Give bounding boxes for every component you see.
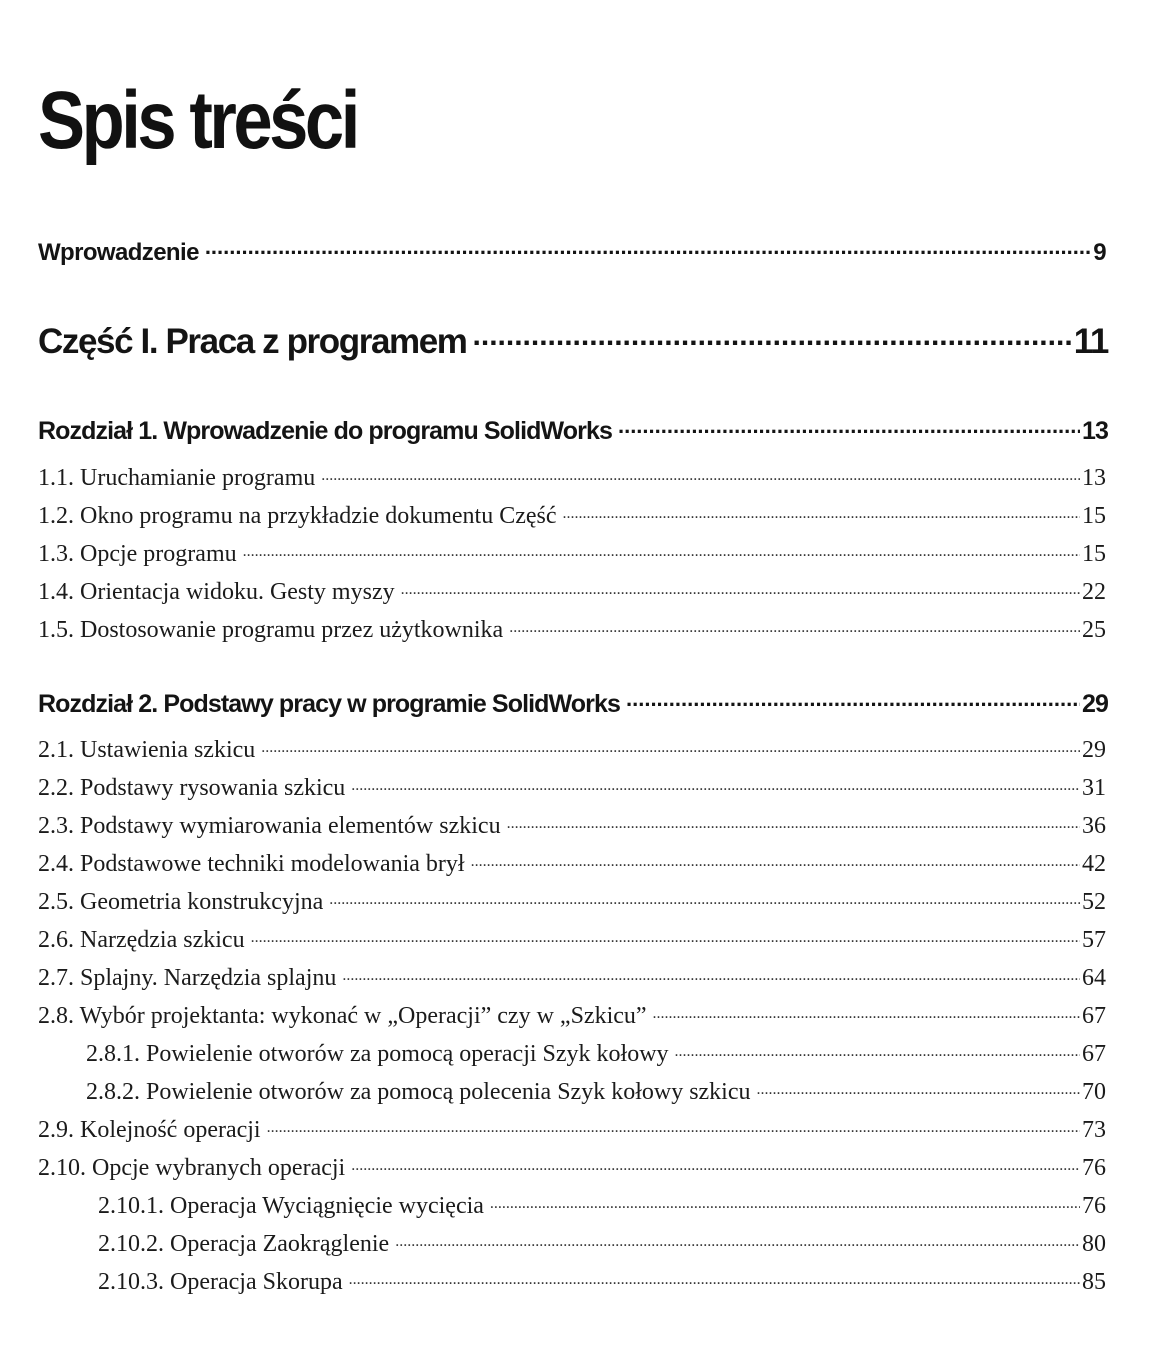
toc-entry-section[interactable]: [38, 617, 1106, 644]
toc-entry-page: 73: [1082, 1117, 1106, 1143]
toc-entry-page: 9: [1093, 239, 1106, 266]
toc-entry-label: 1.4. Orientacja widoku. Gesty myszy: [38, 579, 395, 605]
toc-entry-page: 15: [1082, 541, 1106, 567]
toc-entry-subsubsection[interactable]: [98, 1269, 1106, 1296]
toc-entry-label: 1.5. Dostosowanie programu przez użytkownika: [38, 617, 504, 643]
toc-entry-section[interactable]: [38, 541, 1106, 568]
toc-entry-label: 1.3. Opcje programu: [38, 541, 237, 567]
toc-entry-page: 76: [1082, 1155, 1106, 1181]
dot-leader: [401, 583, 1080, 599]
toc-entry-label: 2.8.1. Powielenie otworów za pomocą operacji Szyk kołowy: [86, 1041, 669, 1067]
dot-leader: [618, 417, 1080, 439]
toc-entry-page: 11: [1073, 322, 1108, 361]
toc-entry-part[interactable]: [38, 322, 1108, 362]
toc-entry-label: 1.1. Uruchamianie programu: [38, 465, 316, 491]
toc-entry-section[interactable]: [38, 503, 1106, 530]
toc-entry-label: Część I. Praca z programem: [38, 322, 467, 361]
toc-entry-label: 2.3. Podstawy wymiarowania elementów szkicu: [38, 813, 501, 839]
toc-entry-section[interactable]: [38, 889, 1106, 916]
dot-leader: [395, 1235, 1080, 1251]
toc-entry-page: 42: [1082, 851, 1106, 877]
toc-entry-label: 2.5. Geometria konstrukcyjna: [38, 889, 324, 915]
page-title: Spis treści: [38, 75, 357, 166]
dot-leader: [675, 1045, 1080, 1061]
dot-leader: [261, 741, 1080, 757]
toc-entry-section[interactable]: [38, 851, 1106, 878]
toc-entry-chapter[interactable]: [38, 690, 1108, 719]
toc-entry-subsection[interactable]: [86, 1079, 1106, 1106]
toc-entry-page: 67: [1082, 1003, 1106, 1029]
dot-leader: [205, 238, 1091, 260]
dot-leader: [509, 621, 1080, 637]
dot-leader: [473, 323, 1072, 353]
toc-entry-section[interactable]: [38, 1003, 1106, 1030]
toc-entry-label: 2.4. Podstawowe techniki modelowania brył: [38, 851, 465, 877]
dot-leader: [653, 1007, 1080, 1023]
toc-entry-page: 13: [1081, 417, 1108, 445]
toc-entry-section[interactable]: [38, 579, 1106, 606]
toc-entry-page: 70: [1082, 1079, 1106, 1105]
dot-leader: [342, 969, 1080, 985]
toc-entry-section[interactable]: [38, 465, 1106, 492]
toc-entry-page: 31: [1082, 775, 1106, 801]
toc-entry-section[interactable]: [38, 965, 1106, 992]
dot-leader: [351, 779, 1080, 795]
toc-entry-subsubsection[interactable]: [98, 1193, 1106, 1220]
toc-entry-label: 2.6. Narzędzia szkicu: [38, 927, 245, 953]
dot-leader: [471, 855, 1080, 871]
toc-entry-label: 2.8. Wybór projektanta: wykonać w „Operacji” czy w „Szkicu”: [38, 1003, 647, 1029]
toc-entry-page: 29: [1082, 737, 1106, 763]
dot-leader: [626, 690, 1080, 712]
dot-leader: [351, 1159, 1080, 1175]
toc-entry-subsection[interactable]: [86, 1041, 1106, 1068]
toc-entry-page: 52: [1082, 889, 1106, 915]
toc-entry-label: Rozdział 2. Podstawy pracy w programie SolidWorks: [38, 690, 620, 718]
toc-entry-section[interactable]: [38, 813, 1106, 840]
toc-entry-page: 80: [1082, 1231, 1106, 1257]
toc-entry-page: 22: [1082, 579, 1106, 605]
dot-leader: [267, 1121, 1080, 1137]
dot-leader: [507, 817, 1080, 833]
dot-leader: [329, 893, 1080, 909]
toc-entry-section[interactable]: [38, 1117, 1106, 1144]
toc-entry-section[interactable]: [38, 775, 1106, 802]
toc-entry-page: 29: [1081, 690, 1108, 718]
dot-leader: [757, 1083, 1081, 1099]
toc-entry-page: 57: [1082, 927, 1106, 953]
toc-entry-label: 1.2. Okno programu na przykładzie dokumentu Część: [38, 503, 557, 529]
toc-entry-page: 25: [1082, 617, 1106, 643]
toc-entry-label: 2.8.2. Powielenie otworów za pomocą polecenia Szyk kołowy szkicu: [86, 1079, 751, 1105]
dot-leader: [321, 469, 1080, 485]
toc-entry-label: 2.2. Podstawy rysowania szkicu: [38, 775, 346, 801]
toc-entry-page: 85: [1082, 1269, 1106, 1295]
toc-entry-section[interactable]: [38, 737, 1106, 764]
dot-leader: [563, 507, 1080, 523]
toc-entry-page: 67: [1082, 1041, 1106, 1067]
toc-entry-label: 2.10.2. Operacja Zaokrąglenie: [98, 1231, 390, 1257]
dot-leader: [251, 931, 1080, 947]
toc-entry-page: 13: [1082, 465, 1106, 491]
toc-entry-subsubsection[interactable]: [98, 1231, 1106, 1258]
dot-leader: [490, 1197, 1080, 1213]
toc-entry-label: 2.10.1. Operacja Wyciągnięcie wycięcia: [98, 1193, 484, 1219]
toc-entry-section[interactable]: [38, 1155, 1106, 1182]
toc-entry-label: Wprowadzenie: [38, 239, 199, 266]
toc-entry-chapter[interactable]: [38, 417, 1108, 446]
toc-entry-label: 2.1. Ustawienia szkicu: [38, 737, 256, 763]
toc-entry-page: 15: [1082, 503, 1106, 529]
toc-entry-page: 64: [1082, 965, 1106, 991]
toc-entry-page: 76: [1082, 1193, 1106, 1219]
dot-leader: [349, 1273, 1080, 1289]
toc-entry-intro[interactable]: [38, 238, 1106, 267]
toc-entry-label: 2.10. Opcje wybranych operacji: [38, 1155, 346, 1181]
dot-leader: [243, 545, 1080, 561]
toc-entry-section[interactable]: [38, 927, 1106, 954]
toc-entry-label: 2.10.3. Operacja Skorupa: [98, 1269, 343, 1295]
toc-entry-label: Rozdział 1. Wprowadzenie do programu SolidWorks: [38, 417, 612, 445]
toc-entry-label: 2.7. Splajny. Narzędzia splajnu: [38, 965, 337, 991]
toc-entry-page: 36: [1082, 813, 1106, 839]
toc-entry-label: 2.9. Kolejność operacji: [38, 1117, 261, 1143]
